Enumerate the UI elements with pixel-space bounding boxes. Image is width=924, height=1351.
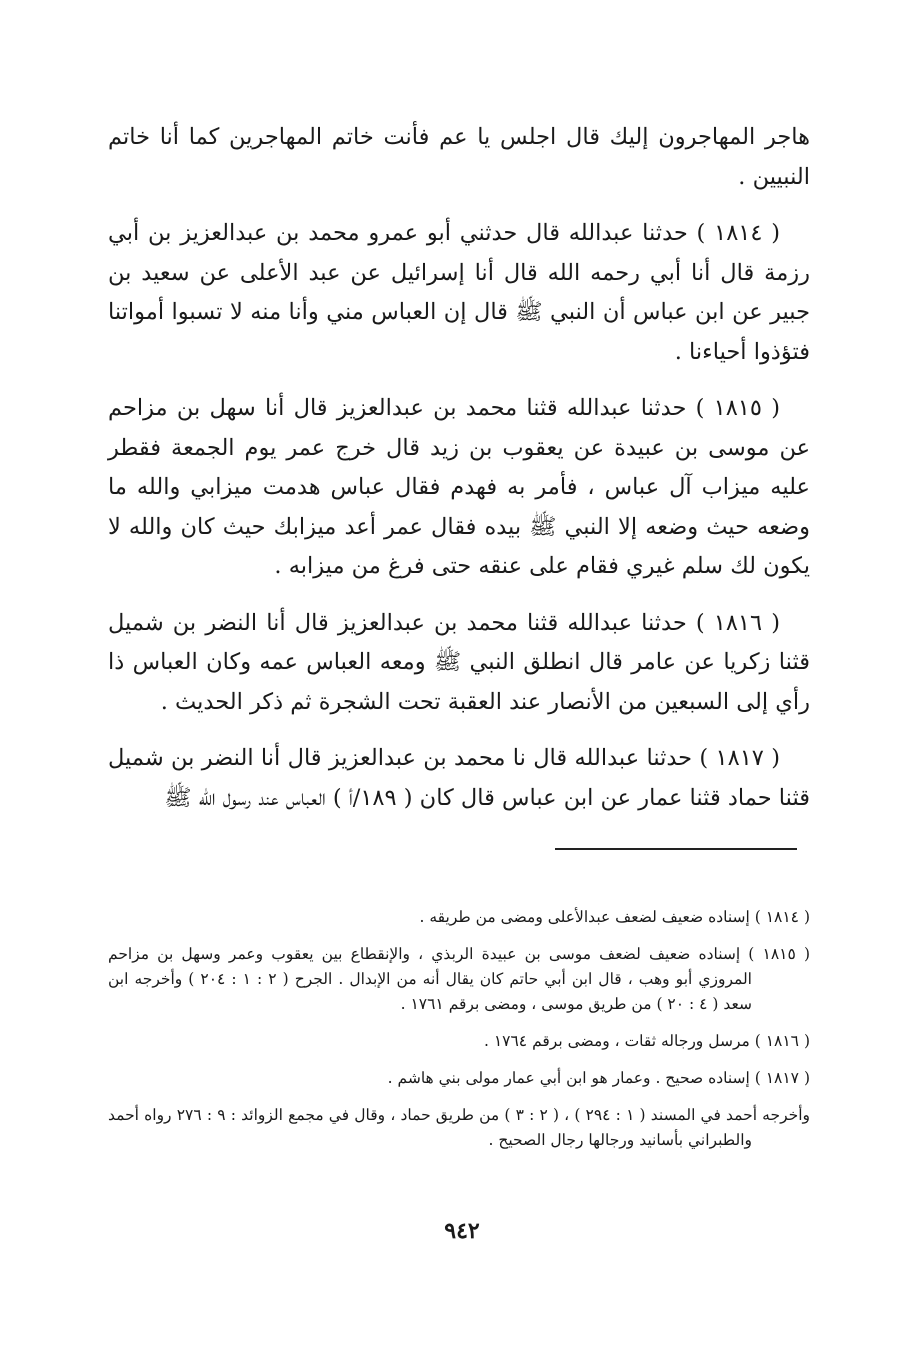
hadith-1815: ( ١٨١٥ ) حدثنا عبدالله قثنا محمد بن عبدالعزيز قال أنا سهل بن مزاحم عن موسى بن عبيدة عن يعقوب بن زيد قال خرج عمر يوم الجمعة فقطر عليه ميزاب آل عباس ، فأمر به فهدم فقال عباس هدمت ميزابي والله ما وضعه حيث وضعه إلا النبي ﷺ بيده فقال عمر أعد ميزابك حيث كان والله لا يكون لك سلم غيري فقام على عنقه حتى فرغ من ميزابه .: [108, 395, 810, 579]
main-text-body: [108, 118, 810, 835]
hadith-1814: ( ١٨١٤ ) حدثنا عبدالله قال حدثني أبو عمرو محمد بن عبدالعزيز بن أبي رزمة قال أنا أبي رحمه الله قال أنا إسرائيل عن عبد الأعلى عن سعيد بن جبير عن ابن عباس أن النبي ﷺ قال إن العباس مني وأنا منه لا تسبوا أمواتنا فتؤذوا أحياءنا .: [108, 220, 810, 365]
footnote-1815: ( ١٨١٥ ) إسناده ضعيف لضعف موسى بن عبيدة الربذي ، والإنقطاع بين يعقوب وعمر وسهل بن مزاحم المروزي أبو وهب ، قال ابن أبي حاتم كان يقال أنه من الإبدال . الجرح ( ٢ : ١ : ٢٠٤ ) وأخرجه ابن سعد ( ٤ : ٢٠ ) من طريق موسى ، ومضى برقم ١٧٦١ .: [108, 945, 810, 1013]
page-number: ٩٤٢: [444, 1218, 480, 1244]
footnote-1814: ( ١٨١٤ ) إسناده ضعيف لضعف عبدالأعلى ومضى من طريقه .: [419, 908, 810, 926]
footnote-separator: [555, 848, 797, 850]
hadith-1816: ( ١٨١٦ ) حدثنا عبدالله قثنا محمد بن عبدالعزيز قال أنا النضر بن شميل قثنا زكريا عن عامر قال انطلق النبي ﷺ ومعه العباس عمه وكان العباس ذا رأي إلى السبعين من الأنصار عند العقبة تحت الشجرة ثم ذكر الحديث .: [108, 609, 810, 715]
footnotes-section: [108, 905, 810, 1165]
paragraph-continuation: هاجر المهاجرون إليك قال اجلس يا عم فأنت خاتم المهاجرين كما أنا خاتم النبيين .: [108, 124, 810, 190]
hadith-1817: ( ١٨١٧ ) حدثنا عبدالله قال نا محمد بن عبدالعزيز قال أنا النضر بن شميل قثنا حماد قثنا عمار عن ابن عباس قال كان ( ١٨٩/أ ) العباس عند رسول الله ﷺ: [108, 745, 810, 811]
footnote-1817-continued: وأخرجه أحمد في المسند ( ١ : ٢٩٤ ) ، ( ٢ : ٣ ) من طريق حماد ، وقال في مجمع الزوائد : ٩ : ٢٧٦ رواه أحمد والطبراني بأسانيد ورجالها رجال الصحيح .: [108, 1106, 811, 1149]
footnote-1817: ( ١٨١٧ ) إسناده صحيح . وعمار هو ابن أبي عمار مولى بني هاشم .: [387, 1069, 810, 1087]
footnote-1816: ( ١٨١٦ ) مرسل ورجاله ثقات ، ومضى برقم ١٧٦٤ .: [483, 1032, 810, 1050]
